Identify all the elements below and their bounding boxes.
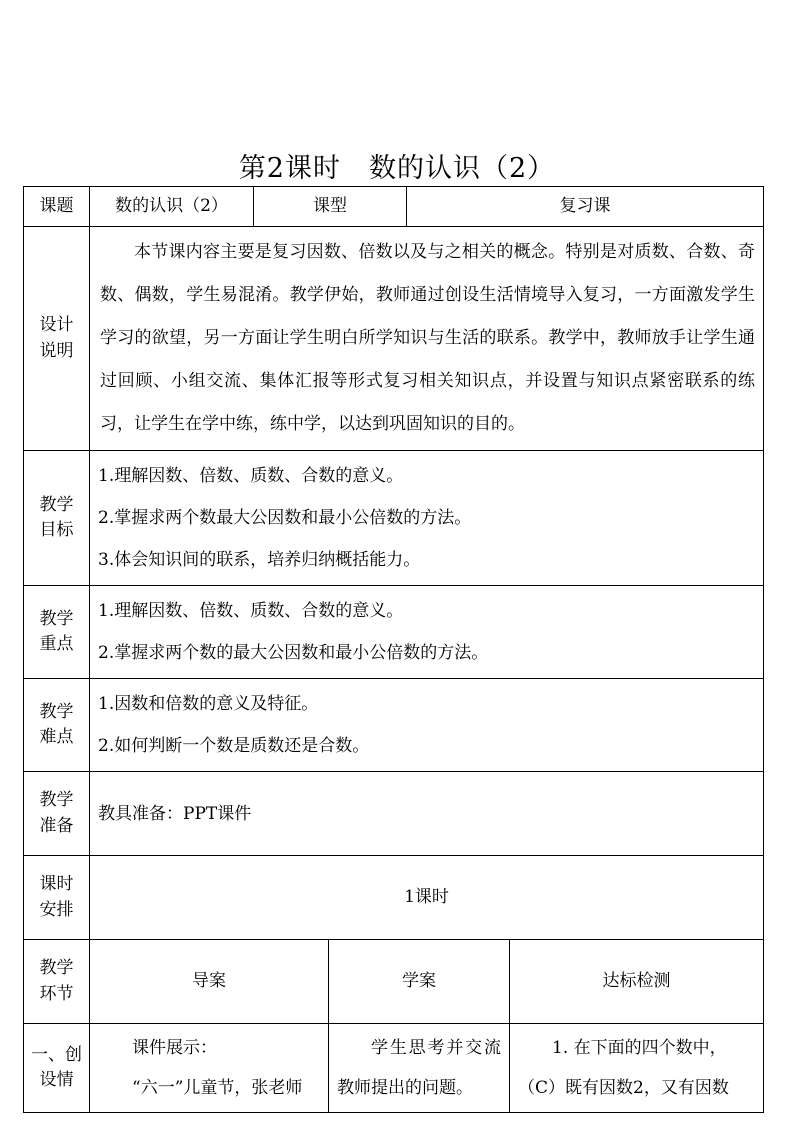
key-point-item: 2.掌握求两个数的最大公因数和最小公倍数的方法。 [98,643,489,663]
lesson-plan-table [23,186,764,1113]
row-difficulties [24,679,764,772]
row-design [24,227,764,451]
difficulties-list [90,679,764,772]
goal-item: 2.掌握求两个数最大公因数和最小公倍数的方法。 [98,508,472,528]
preparation-text: 教具准备：PPT课件 [90,772,764,856]
design-text: 本节课内容主要是复习因数、倍数以及与之相关的概念。特别是对质数、合数、奇数、偶数，学生易混淆。教学伊始，教师通过创设生活情境导入复习，一方面激发学生学习的欲望，另一方面让学生明白所学知识与生活的联系。教学中，教师放手让学生通过回顾、小组交流、集体汇报等形式复习相关知识点，并设置与知识点紧密联系的练习，让学生在学中练，练中学，以达到巩固知识的目的。 [90,227,764,451]
goals-list [90,451,764,586]
key-point-item: 1.理解因数、倍数、质数、合数的意义。 [98,601,404,621]
first-stage-guide: 课件展示： “六一”儿童节，张老师 [90,1024,329,1113]
topic-label: 课题 [24,187,90,227]
title-topic: 数的认识（2） [369,153,556,184]
preparation-label: 教学 准备 [24,772,90,856]
first-stage-label: 一、创 设情 [24,1024,90,1113]
col-study-header: 学案 [329,940,510,1024]
difficulty-item: 1.因数和倍数的意义及特征。 [98,694,319,714]
type-label: 课型 [254,187,407,227]
first-stage-study: 学生思考并交流教师提出的问题。 [329,1024,510,1113]
schedule-text: 1课时 [90,856,764,940]
row-first-stage [24,1024,764,1113]
page-title [0,146,794,185]
row-key-points [24,586,764,679]
row-stages-header [24,940,764,1024]
goal-item: 3.体会知识间的联系，培养归纳概括能力。 [98,550,421,570]
type-value: 复习课 [407,187,764,227]
difficulties-label: 教学 难点 [24,679,90,772]
schedule-label: 课时 安排 [24,856,90,940]
row-topic [24,187,764,227]
row-goals [24,451,764,586]
stages-label: 教学 环节 [24,940,90,1024]
first-stage-check: 1. 在下面的四个数中， （C）既有因数2，又有因数 [510,1024,764,1113]
topic-value: 数的认识（2） [90,187,254,227]
goal-item: 1.理解因数、倍数、质数、合数的意义。 [98,466,404,486]
key-points-list [90,586,764,679]
design-label: 设计 说明 [24,227,90,451]
key-points-label: 教学 重点 [24,586,90,679]
difficulty-item: 2.如何判断一个数是质数还是合数。 [98,736,370,756]
col-guide-header: 导案 [90,940,329,1024]
title-lesson: 第2课时 [238,153,341,184]
col-check-header: 达标检测 [510,940,764,1024]
goals-label: 教学 目标 [24,451,90,586]
row-schedule [24,856,764,940]
row-preparation [24,772,764,856]
